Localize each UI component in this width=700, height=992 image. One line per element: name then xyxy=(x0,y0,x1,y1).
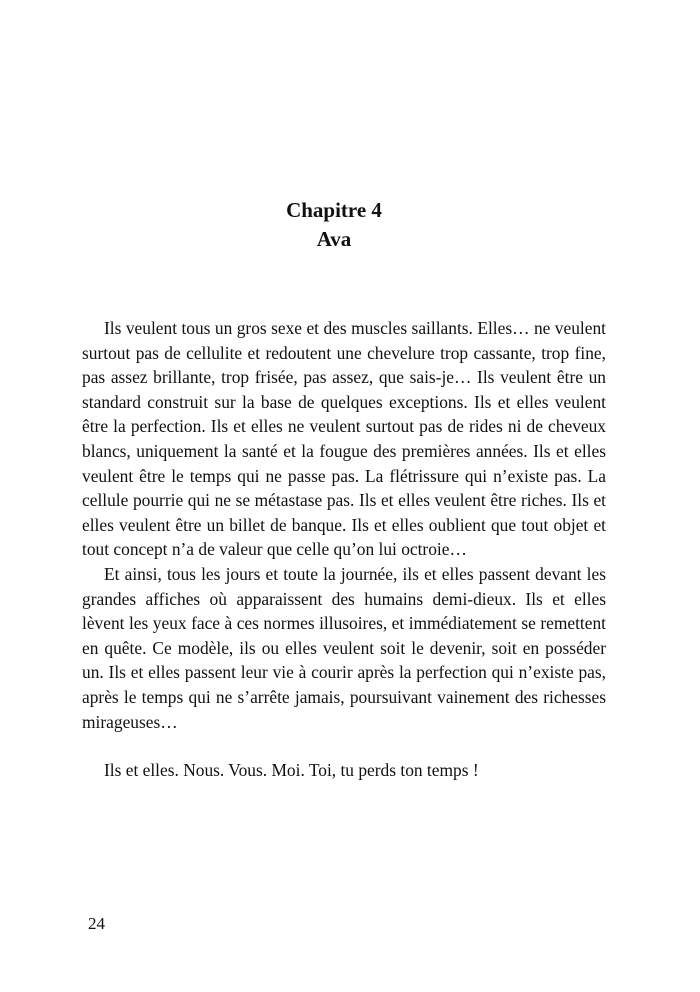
chapter-title: Ava xyxy=(316,227,352,251)
chapter-number: Chapitre 4 xyxy=(286,198,382,222)
chapter-heading xyxy=(0,196,668,254)
body-text xyxy=(82,316,606,783)
page-number: 24 xyxy=(88,914,105,933)
paragraph: Ils et elles. Nous. Vous. Moi. Toi, tu perds ton temps ! xyxy=(104,760,479,781)
paragraph: Et ainsi, tous les jours et toute la journée, ils et elles passent devant les grandes affiches où apparaissent des humains demi-dieux. Ils et elles lèvent les yeux face à ces normes illusoires, et immédiatement se remettent en quête. Ce modèle, ils ou elles veulent soit le devenir, soit en posséder un. Ils et elles passent leur vie à courir après la perfection qui n’existe pas, après le temps qui ne s’arrête jamais, poursuivant vainement des richesses mirageuses… xyxy=(82,563,606,732)
paragraph: Ils veulent tous un gros sexe et des muscles saillants. Elles… ne veulent surtout pas de cellulite et redoutent une chevelure trop cassante, trop fine, pas assez brillante, trop frisée, pas assez, que sais-je… Ils veulent être un standard construit sur la base de quelques exceptions. Ils et elles veulent être la perfection. Ils et elles ne veulent surtout pas de rides ni de cheveux blancs, uniquement la santé et la fougue des premières années. Ils et elles veulent être le temps qui ne passe pas. La flétrissure qui n’existe pas. La cellule pourrie qui ne se métastase pas. Ils et elles veulent être riches. Ils et elles veulent être un billet de banque. Ils et elles oublient que tout objet et tout concept n’a de valeur que celle qu’on lui octroie… xyxy=(82,318,606,560)
